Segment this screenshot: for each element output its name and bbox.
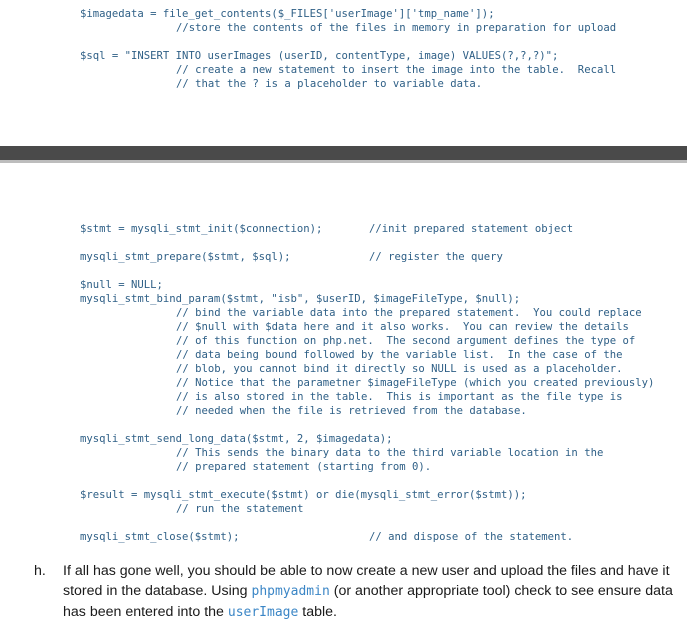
code-line-stmt-init: $stmt = mysqli_stmt_init($connection); xyxy=(80,223,323,235)
code-comment-bind: // blob, you cannot bind it directly so NULL is used as a placeholder. xyxy=(176,363,623,375)
code-comment-bind: // of this function on php.net. The second argument defines the type of xyxy=(176,335,636,347)
code-comment-bind: // data being bound followed by the variable list. In the case of the xyxy=(176,349,623,361)
code-comment-bind: // bind the variable data into the prepared statement. You could replace xyxy=(176,307,642,319)
step-h-text: If all has gone well, you should be able to now create a new user and upload the files and have it stored in the database. Using xyxy=(63,563,670,599)
tool-name: phpmyadmin xyxy=(251,584,330,599)
step-h-text: (or another appropriate tool) check to see ensure data has been entered into the xyxy=(63,583,673,620)
code-line-stmt-prepare: mysqli_stmt_prepare($stmt, $sql); xyxy=(80,251,291,263)
code-comment-create-statement: // create a new statement to insert the image into the table. Recall xyxy=(176,64,617,76)
step-marker: h. xyxy=(34,563,46,579)
page-break-shadow xyxy=(0,160,687,163)
code-comment-stmt-init: //init prepared statement object xyxy=(369,223,574,235)
code-line-send-long-data: mysqli_stmt_send_long_data($stmt, 2, $imagedata); xyxy=(80,433,393,445)
step-h-paragraph xyxy=(63,561,673,623)
step-h-text: table. xyxy=(298,604,337,620)
code-line-bind-param: mysqli_stmt_bind_param($stmt, "isb", $userID, $imageFileType, $null); xyxy=(80,293,521,305)
code-comment-send: // This sends the binary data to the third variable location in the xyxy=(176,447,604,459)
code-comment-placeholder: // that the ? is a placeholder to variable data. xyxy=(176,78,483,90)
code-comment-close: // and dispose of the statement. xyxy=(369,531,574,543)
code-comment-bind: // needed when the file is retrieved from the database. xyxy=(176,405,527,417)
code-line-sql: $sql = "INSERT INTO userImages (userID, contentType, image) VALUES(?,?,?)"; xyxy=(80,50,559,62)
code-line-imagedata: $imagedata = file_get_contents($_FILES['userImage']['tmp_name']); xyxy=(80,8,495,20)
code-comment-bind: // is also stored in the table. This is important as the file type is xyxy=(176,391,623,403)
code-comment-bind: // $null with $data here and it also works. You can review the details xyxy=(176,321,629,333)
code-comment-store: //store the contents of the files in memory in preparation for upload xyxy=(176,22,617,34)
code-comment-send: // prepared statement (starting from 0). xyxy=(176,461,432,473)
table-name: userImage xyxy=(227,605,299,620)
code-comment-bind: // Notice that the parametner $imageFileType (which you created previously) xyxy=(176,377,655,389)
page-break-divider xyxy=(0,146,687,160)
code-comment-execute: // run the statement xyxy=(176,503,304,515)
code-line-close: mysqli_stmt_close($stmt); xyxy=(80,531,240,543)
code-comment-stmt-prepare: // register the query xyxy=(369,251,503,263)
code-line-null: $null = NULL; xyxy=(80,279,163,291)
code-line-execute: $result = mysqli_stmt_execute($stmt) or die(mysqli_stmt_error($stmt)); xyxy=(80,489,527,501)
